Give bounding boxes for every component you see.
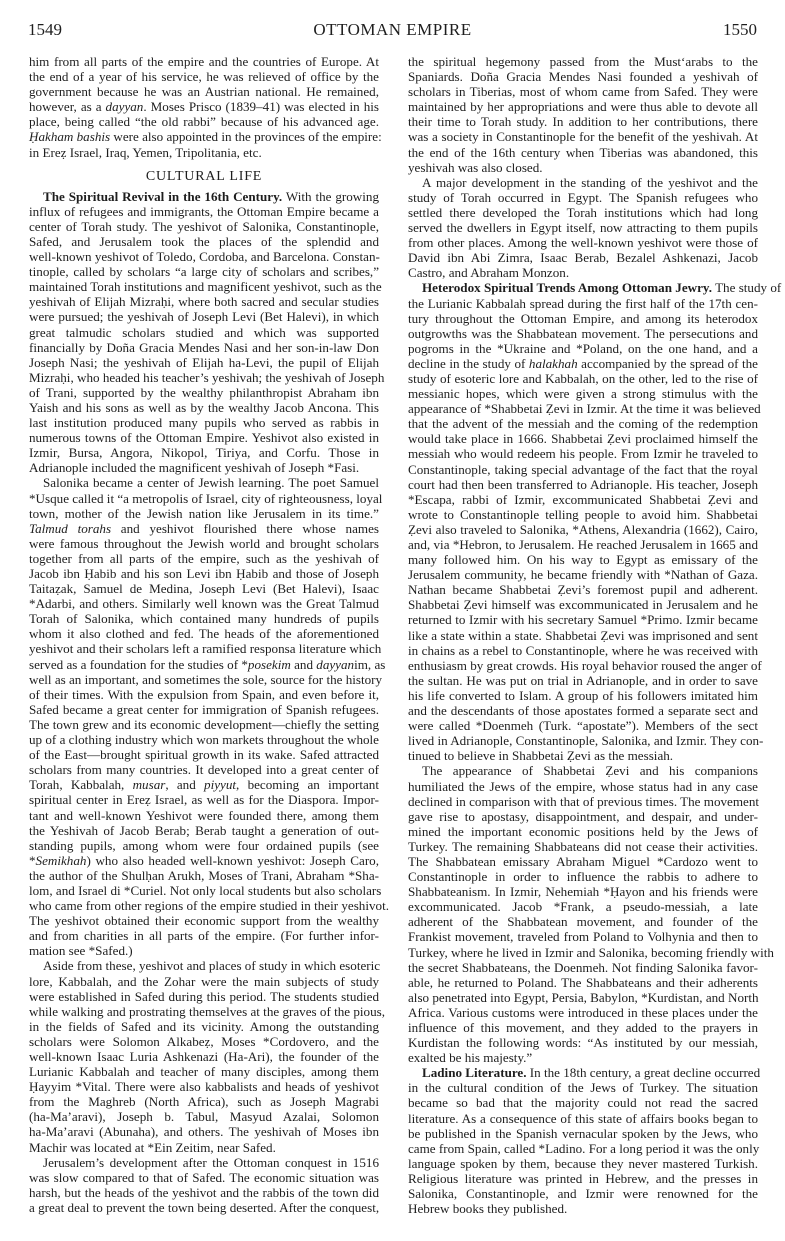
text-line: Izmir, Bursa, Angora, Nikopol, Tiriya, and Corfu. Those in: [29, 445, 379, 461]
text-line: Salonika, Constantinople, and Izmir were renowned for the: [408, 1186, 758, 1202]
text-line: ha-Ma’aravi (Abunaha), and others. The yeshivah of Moses ibn: [29, 1124, 379, 1140]
paragraph-lines: [408, 1080, 758, 1216]
right-page-number: 1550: [723, 20, 757, 39]
text-line: Ẓevi also traveled to Salonika, *Athens, Alexandria (1662), Cairo,: [408, 521, 758, 537]
text-line: Jerusalem community, he became friendly with *Nathan of Gaza.: [408, 567, 758, 583]
left-column: [29, 54, 389, 1215]
text-line: Salonika became a center of Jewish learning. The poet Samuel: [43, 475, 379, 491]
paragraph-heterodox-trends: [408, 280, 782, 764]
text-line: enthusiasm by great crowds. His royal behavior roused the anger of: [408, 657, 762, 673]
section-heading-cultural-life: CULTURAL LIFE: [145, 168, 263, 184]
text-line: however, as a dayyan. Moses Prisco (1839–41) was elected in his: [29, 99, 379, 115]
text-line: study of Torah occurred in Egypt. The Spanish refugees who: [408, 189, 758, 205]
text-line: Constantinople, taking special advantage of the fact that the royal: [408, 461, 758, 477]
paragraph-salonika: [29, 475, 389, 959]
text-line: returned to Izmir with his secretary Samuel *Primo. Izmir became: [408, 612, 758, 628]
text-line: A major development in the standing of the yeshivot and the: [422, 174, 758, 190]
text-line: Jacob ibn Ḥabib and his son Levi ibn Ḥabib and those of Joseph: [29, 566, 379, 581]
text-line: mation see *Safed.): [29, 943, 133, 959]
text-line: yeshivah was also closed.: [408, 159, 543, 175]
text-line: language spoken by them, because they never mastered Turkish.: [408, 1155, 758, 1171]
text-line: was slow compared to that of Safed. The economic situation was: [29, 1169, 379, 1185]
text-line: the Yeshivah of Jacob Berab; Berab taught a generation of out-: [29, 822, 379, 838]
text-line: Shabbateanism. In Izmir, Nehemiah *Ḥayon and his friends were: [408, 884, 758, 900]
text-line: and from charities in all parts of the empire. (For further infor-: [29, 928, 379, 944]
text-line: court had then been transferred to Adrianople. His teacher, Joseph: [408, 476, 758, 492]
paragraph-tiberias: [408, 54, 758, 175]
text-line: and the descendants of those apostates formed a separate sect and: [408, 703, 758, 719]
text-line: would take place in 1666. Shabbetai Ẓevi proclaimed himself the: [408, 431, 758, 447]
text-line: of their times. With the expulsion from Spain, and even before it,: [29, 686, 379, 702]
text-line: Shabbetai Ẓevi himself was excommunicated in Jerusalem and he: [408, 597, 758, 613]
intro-paragraph: [29, 54, 382, 160]
text-line: decline in the study of halakhah accompanied by the spread of the: [408, 355, 758, 371]
text-line: Aside from these, yeshivot and places of study in which esoteric: [43, 958, 381, 974]
text-line: the spiritual hegemony passed from the Must‘arabs to the: [408, 54, 758, 69]
right-column: [408, 54, 782, 1217]
paragraph-spiritual-revival: [29, 188, 385, 476]
text-line: gave rise to apostasy, disappointment, and despair, and under-: [408, 808, 758, 824]
paragraph-lines: [408, 295, 764, 764]
text-line: was a society in Constantinople for the benefit of the yeshivah. At: [408, 129, 758, 145]
text-line: last institution produced many pupils who served as rabbis in: [29, 415, 379, 431]
text-line: maintained Torah institutions and magnificent yeshivot, such as the: [29, 279, 382, 295]
text-line: tinople, called by scholars “a large city of scholars and scribes,”: [29, 264, 379, 280]
paragraph-jerusalem: [29, 1155, 379, 1215]
text-line: Safed, and Jerusalem took the places of the splendid and: [29, 233, 379, 249]
text-line: Jerusalem’s development after the Ottoman conquest in 1516: [43, 1154, 379, 1170]
text-line: Spaniards. Doña Gracia Mendes Nasi founded a yeshivah of: [408, 69, 758, 85]
text-line: Mizraḥi, who headed his teacher’s yeshivah; the yeshivah of Joseph: [29, 369, 385, 385]
paragraph-first-line: The Spiritual Revival in the 16th Century. With the growing: [43, 188, 379, 204]
page-header: [28, 20, 757, 44]
text-line: of Trani, supported by the wealthy philanthropist Abraham ibn: [29, 384, 379, 400]
text-line: Torah, Kabbalah, musar, and piyyut, becoming an important: [29, 777, 379, 793]
paragraph-ladino-literature: [408, 1065, 761, 1217]
text-line: well as an important, and sometimes the sole, source for the history: [29, 671, 383, 687]
text-line: Lurianic Kabbalah and teacher of many disciples, among them: [29, 1064, 379, 1080]
text-line: their time to Torah study. In addition to her contributions, there: [408, 114, 758, 130]
text-line: came from Spain, called *Ladino. For a long period it was the only: [408, 1140, 760, 1156]
text-line: maintained by her appropriations and were thus able to devote all: [408, 99, 758, 115]
text-line: while walking and prostrating themselves at the graves of the pious,: [29, 1003, 385, 1019]
text-line: scholars were Solomon Alkabeẓ, Moses *Cordovero, and the: [29, 1033, 379, 1049]
text-line: were established in Safed during this period. The students studied: [29, 988, 379, 1004]
text-line: many followed him. On his way to Egypt as emissary of the: [408, 552, 758, 568]
text-line: appearance of *Shabbetai Ẓevi in Izmir. At the time it was believed: [408, 401, 761, 417]
text-line: also penetrated into Egypt, Persia, Babylon, *Kurdistan, and North: [408, 989, 759, 1005]
text-line: scholars from many countries. It developed into a great center of: [29, 762, 379, 778]
text-line: messiah who would redeem his people. From Izmir he traveled to: [408, 446, 758, 462]
text-line: of the East—brought spiritual growth in its wake. Safed attracted: [29, 747, 379, 763]
text-line: whom it also clothed and fed. The heads of the aforementioned: [29, 626, 379, 642]
text-line: exalted be his majesty.”: [408, 1050, 533, 1066]
text-line: Taitaẓak, Samuel de Medina, Joseph Levi (Bet Halevi), Isaac: [29, 581, 379, 597]
paragraph-egypt: [408, 175, 758, 281]
text-line: (ha-Ma’aravi), Joseph b. Tabul, Masyud Azalai, Solomon: [29, 1109, 379, 1125]
text-line: humiliated the Jews of the empire, whose status had in any case: [408, 778, 758, 794]
text-line: in chains as a rebel to Constantinople, where he was received with: [408, 642, 758, 658]
text-line: Talmud torahs and yeshivot flourished there whose names: [29, 520, 379, 536]
text-line: settled there developed the Torah institutions which had long: [408, 204, 758, 220]
text-line: who came from other regions of the empire studied in their yeshivot.: [29, 898, 389, 914]
text-line: Turkey, where he lived in Izmir and Salonika, becoming friendly with: [408, 944, 774, 960]
left-page-number: 1549: [28, 20, 62, 39]
text-line: up of a clothing industry which won markets throughout the whole: [29, 732, 379, 748]
text-line: wrote to Constantinople telling people to avoid him. Shabbetai: [408, 506, 758, 522]
text-line: the Lurianic Kabbalah spread during the first half of the 17th cen-: [408, 295, 758, 311]
text-line: the sultan. He was put on trial in Adrianople, and in order to save: [408, 672, 758, 688]
text-line: The yeshivot obtained their economic support from the wealthy: [29, 913, 379, 929]
text-line: center of Torah study. The yeshivot of Salonika, Constantinople,: [29, 218, 379, 234]
text-line: that the advent of the messiah and the coming of the redemption: [408, 416, 758, 432]
text-line: yeshivah of Elijah Mizraḥi, where both sacred and secular studies: [29, 294, 379, 310]
text-line: Safed became a great center for immigration of Spanish refugees.: [29, 701, 379, 717]
text-line: him from all parts of the empire and the countries of Europe. At: [29, 54, 379, 69]
text-line: spiritual center in Ereẓ Israel, as well as for the Diaspora. Impor-: [29, 792, 379, 808]
text-line: in the cultural condition of the Jews of Turkey. The situation: [408, 1080, 758, 1096]
running-title: OTTOMAN EMPIRE: [313, 20, 472, 39]
text-line: messianic hopes, which were given a strong stimulus with the: [408, 386, 758, 402]
text-line: well-known Isaac Luria Ashkenazi (Ha-Ari), the founder of the: [29, 1049, 379, 1064]
text-line: Africa. Various customs were introduced in these places under the: [408, 1004, 758, 1020]
text-line: excommunicated. Jacob *Frank, a pseudo-messiah, a late: [408, 899, 758, 915]
text-line: Torah of Salonika, which contained many hundreds of pupils: [29, 611, 379, 627]
text-line: yeshivot and their scholars left a ramified responsa literature which: [29, 641, 382, 657]
text-line: like a state within a state. Shabbetai Ẓevi was imprisoned and sent: [408, 627, 758, 643]
text-line: lore, Kabbalah, and the Zohar were the main subjects of study: [29, 973, 379, 989]
text-line: Yaish and his sons as well as by the wealthy Jacob Ancona. This: [29, 399, 379, 415]
text-line: well-known yeshivot of Toledo, Cordoba, and Barcelona. Constan-: [29, 249, 380, 265]
text-line: The Shabbatean emissary Abraham Miguel *Cardozo went to: [408, 853, 758, 869]
text-line: harsh, but the heads of the yeshivot and the rabbis of the town did: [29, 1184, 379, 1200]
text-line: literature. As a consequence of this state of affairs books began to: [408, 1110, 758, 1126]
paragraph-kabbalah-safed: [29, 958, 385, 1155]
text-line: and, via *Hebron, to Jerusalem. He reached Jerusalem in 1665 and: [408, 537, 758, 552]
text-line: town, mother of the Jewish nation like Jerusalem in its time.”: [29, 505, 379, 521]
text-line: study of esoteric lore and Kabbalah, on the other, led to the rise of: [408, 370, 758, 386]
text-line: Turkey. The remaining Shabbateans did not cease their activities.: [408, 838, 758, 854]
text-line: from other places. Among the well-known yeshivot were those of: [408, 235, 758, 251]
text-line: The appearance of Shabbetai Ẓevi and his companions: [422, 763, 758, 779]
text-line: lived in Adrianople, Constantinople, Salonika, and Izmir. They con-: [408, 733, 764, 749]
text-line: Ḥakham bashis were also appointed in the provinces of the empire:: [29, 129, 382, 145]
subheading-heterodox-trends: Heterodox Spiritual Trends Among Ottoman Jewry.: [422, 280, 713, 296]
text-line: in the fields of Safed and its vicinity. Among the outstanding: [29, 1018, 379, 1034]
text-line: Frankist movement, traveled from Poland to Volhynia and then to: [408, 929, 758, 945]
text-line: the author of the Shulḥan Arukh, Moses of Trani, Abraham *Sha-: [29, 867, 379, 883]
text-line: influx of refugees and immigrants, the Ottoman Empire became a: [29, 203, 379, 219]
subheading-ladino-literature: Ladino Literature.: [422, 1065, 527, 1081]
text-line: numerous towns of the Ottoman Empire. Yeshivot also existed in: [29, 430, 379, 446]
text-line: from the Maghreb (North Africa), such as Joseph Magrabi: [29, 1094, 379, 1110]
text-line: in Ereẓ Israel, Iraq, Yemen, Tripolitania, etc.: [29, 144, 262, 160]
text-line: tant and well-known Yeshivot were founded there, among them: [29, 807, 379, 823]
text-line: adherent of the Shabbatean movement, and founder of the: [408, 914, 758, 930]
text-line: tury throughout the Ottoman Empire, and among its heterodox: [408, 310, 758, 326]
text-line: Constantinople in order to influence the rabbis to adhere to: [408, 869, 758, 885]
text-line: able, he returned to Poland. The Shabbateans and their adherents: [408, 974, 758, 990]
text-line: served as a foundation for the studies of *posekim and dayyanim, as: [29, 656, 386, 672]
text-line: The town grew and its economic development—chiefly the setting: [29, 716, 379, 732]
text-line: his life converted to Islam. A group of his followers imitated him: [408, 687, 758, 703]
text-line: standing pupils, among whom were four ordained pupils (see: [29, 837, 379, 853]
text-line: the secret Shabbateans, the Doenmeh. Not finding Salonika favor-: [408, 959, 758, 975]
subheading-spiritual-revival: The Spiritual Revival in the 16th Century.: [43, 188, 283, 204]
text-line: scholars in Tiberias, most of whom came from Safed. They were: [408, 84, 758, 100]
paragraph-first-line: Ladino Literature. In the 18th century, a great decline occurred: [422, 1065, 761, 1081]
text-line: pogroms in the *Ukraine and *Poland, on the one hand, and a: [408, 340, 758, 356]
text-line: *Usque called it “a metropolis of Israel, city of righteousness, loyal: [29, 490, 383, 506]
text-line: were pursued; the yeshivah of Joseph Levi (Bet Halevi), in which: [29, 309, 379, 325]
text-line: Nathan became Shabbetai Ẓevi’s foremost pupil and adherent.: [408, 582, 758, 598]
text-line: Castro, and Abraham Monzon.: [408, 265, 570, 281]
text-line: outgrowths was the Shabbatean movement. The persecutions and: [408, 325, 758, 341]
text-line: financially by Doña Gracia Mendes Nasi and her son-in-law Don: [29, 339, 379, 355]
text-line: *Adarbi, and others. Similarly well known was the Great Talmud: [29, 596, 379, 612]
text-line: Machir was located at *Ein Zeitim, near Safed.: [29, 1139, 276, 1155]
text-line: be published in the Spanish vernacular spoken by the Jews, who: [408, 1125, 758, 1141]
text-line: served the dwellers in Egypt itself, now attracting to them pupils: [408, 220, 758, 236]
text-line: were famous throughout the Jewish world and brought scholars: [29, 535, 379, 551]
text-line: together from all parts of the empire, such as the yeshivah of: [29, 550, 379, 566]
text-line: Hebrew books they published.: [408, 1201, 568, 1217]
text-line: became so bad that the majority could not read the sacred: [408, 1095, 758, 1111]
text-line: *Semikhah) who also headed well-known yeshivot: Joseph Caro,: [29, 852, 379, 868]
text-line: were called *Doenmeh (Turk. “apostate”). Members of the sect: [408, 718, 758, 734]
paragraph-first-line: Heterodox Spiritual Trends Among Ottoman Jewry. The study of: [422, 280, 782, 296]
text-line: Adrianople included the magnificent yeshivah of Joseph *Fasi.: [29, 460, 360, 476]
text-line: great talmudic scholars studied and which was supported: [29, 324, 379, 340]
text-line: tinued to believe in Shabbetai Ẓevi as the messiah.: [408, 748, 674, 764]
text-line: Kurdistan the following words: “As instituted by our messiah,: [408, 1035, 758, 1051]
text-line: influence of this movement, and they added to the prayers in: [408, 1020, 758, 1035]
text-line: the end of a year of his service, he was relieved of office by the: [29, 69, 379, 85]
text-line: *Escapa, rabbi of Izmir, excommunicated Shabbetai Ẓevi and: [408, 491, 758, 507]
paragraph-shabbatean-aftermath: [408, 763, 774, 1066]
text-line: a great deal to prevent the town being deserted. After the conquest,: [29, 1199, 380, 1215]
text-line: lom, and Israel di *Curiel. Not only local students but also scholars: [29, 882, 382, 898]
text-line: Ḥayyim *Vital. There were also kabbalists and heads of yeshivot: [29, 1079, 379, 1095]
text-line: Joseph Nasi; the yeshivah of Elijah ha-Levi, the pupil of Elijah: [29, 354, 379, 370]
text-line: place, being called “the old rabbi” because of his advanced age.: [29, 114, 379, 130]
text-line: mined the important economic positions held by the Jews of: [408, 823, 758, 839]
paragraph-lines: [29, 203, 385, 476]
text-line: government because he was an Austrian national. He remained,: [29, 84, 379, 100]
text-line: David ibn Abi Zimra, Isaac Berab, Bezalel Ashkenazi, Jacob: [408, 250, 758, 266]
text-line: the end of the 16th century when Tiberias was abandoned, this: [408, 144, 758, 160]
text-line: Religious literature was printed in Hebrew, and the presses in: [408, 1170, 758, 1186]
text-line: declined in comparison with that of previous times. The movement: [408, 793, 760, 809]
